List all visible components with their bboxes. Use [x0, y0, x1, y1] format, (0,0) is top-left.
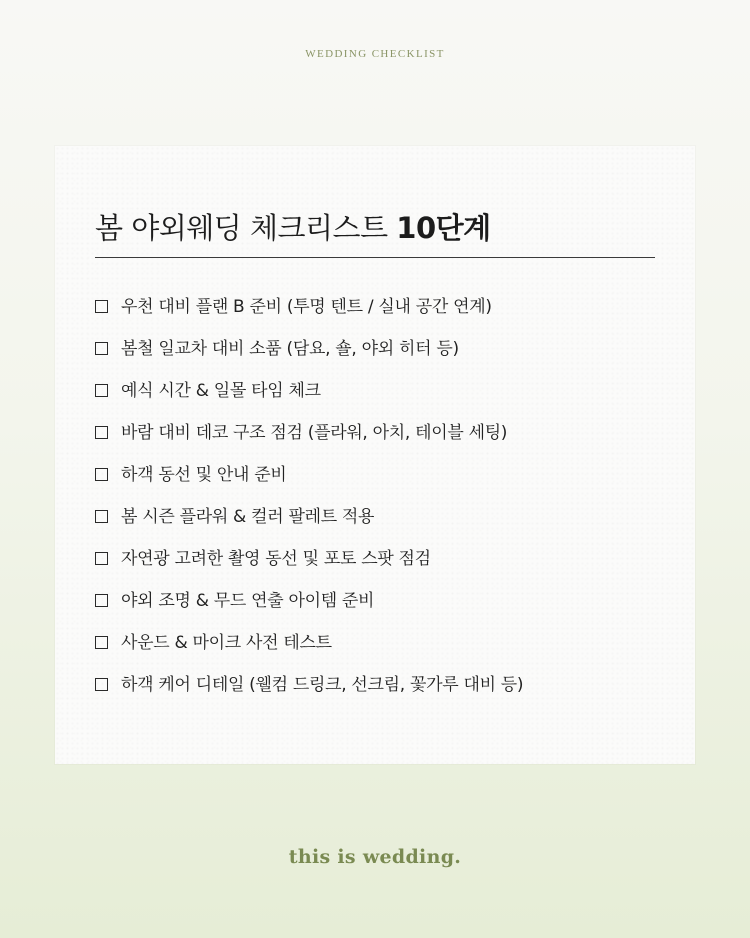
checklist-item-label: 우천 대비 플랜 B 준비 (투명 텐트 / 실내 공간 연계) — [121, 297, 492, 317]
checkbox[interactable] — [95, 468, 108, 481]
checklist-item — [95, 296, 523, 338]
header-label: WEDDING CHECKLIST — [305, 48, 445, 60]
title-emphasis: 10단계 — [396, 211, 491, 245]
checkbox[interactable] — [95, 636, 108, 649]
checklist-item-label: 바람 대비 데코 구조 점검 (플라워, 아치, 테이블 세팅) — [121, 423, 508, 443]
checklist-item-label: 사운드 & 마이크 사전 테스트 — [121, 633, 332, 653]
checkbox[interactable] — [95, 384, 108, 397]
checklist-card — [55, 146, 695, 764]
checkbox[interactable] — [95, 426, 108, 439]
checklist-item — [95, 422, 523, 464]
checklist-item — [95, 338, 523, 380]
checklist-item — [95, 674, 523, 716]
checkbox[interactable] — [95, 342, 108, 355]
checklist-item-label: 야외 조명 & 무드 연출 아이템 준비 — [121, 591, 375, 611]
checklist-item — [95, 506, 523, 548]
checklist-title — [95, 206, 491, 247]
checklist-item-label: 하객 케어 디테일 (웰컴 드링크, 선크림, 꽃가루 대비 등) — [121, 675, 524, 695]
checklist-item — [95, 464, 523, 506]
title-divider — [95, 257, 655, 258]
brand-wordmark: this is wedding. — [288, 846, 462, 868]
checkbox[interactable] — [95, 510, 108, 523]
checkbox[interactable] — [95, 300, 108, 313]
checklist-item-label: 하객 동선 및 안내 준비 — [121, 465, 287, 485]
checkbox[interactable] — [95, 552, 108, 565]
checkbox[interactable] — [95, 678, 108, 691]
checklist-item — [95, 632, 523, 674]
checklist — [95, 296, 523, 716]
checklist-item — [95, 380, 523, 422]
checkbox[interactable] — [95, 594, 108, 607]
checklist-item-label: 봄철 일교차 대비 소품 (담요, 숄, 야외 히터 등) — [121, 339, 459, 359]
checklist-item — [95, 548, 523, 590]
checklist-item-label: 봄 시즌 플라워 & 컬러 팔레트 적용 — [121, 507, 375, 527]
checklist-item-label: 예식 시간 & 일몰 타임 체크 — [121, 381, 321, 401]
checklist-item-label: 자연광 고려한 촬영 동선 및 포토 스팟 점검 — [121, 549, 431, 569]
checklist-item — [95, 590, 523, 632]
title-text: 봄 야외웨딩 체크리스트 — [95, 211, 397, 245]
